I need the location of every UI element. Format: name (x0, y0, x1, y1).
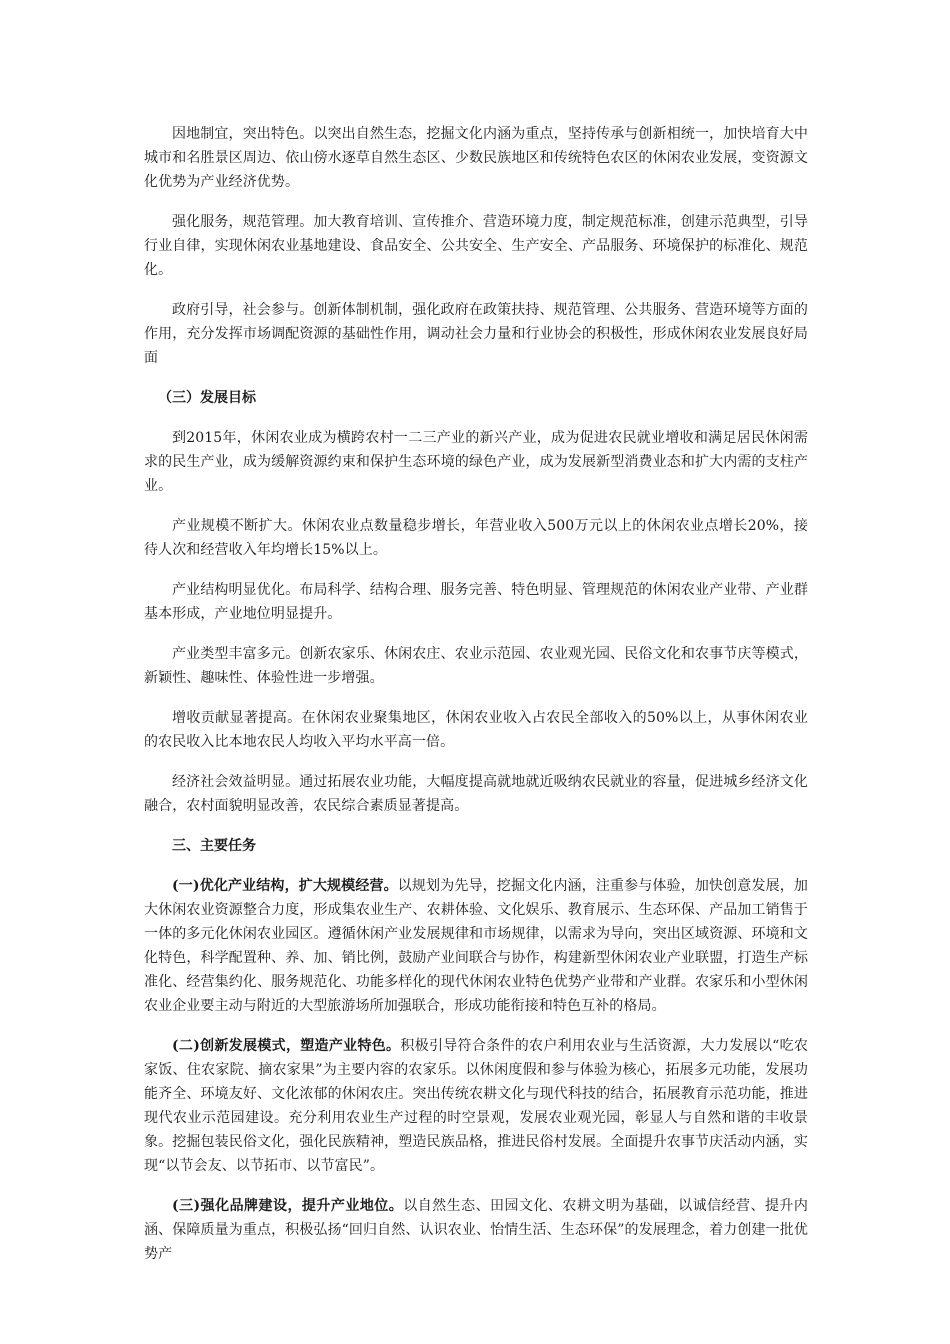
task-lead-2: (二)创新发展模式，塑造产业特色。 (172, 1038, 401, 1054)
task-body-1: 以规划为先导，挖掘文化内涵，注重参与体验，加快创意发展，加大休闲农业资源整合力度，形成集农业生产、农耕体验、文化娱乐、教育展示、生态环保、产品加工销售于一体的多元化休闲农业园区。遵循休闲产业发展规律和市场规律，以需求为导向，突出区域资源、环境和文化特色，科学配置种、养、加、销比例，鼓励产业间联合与协作，构建新型休闲农业产业联盟，打造生产标准化、经营集约化、服务规范化、功能多样化的现代休闲农业特色优势产业带和产业群。农家乐和小型休闲农业企业要主动与附近的大型旅游场所加强联合，形成功能衔接和特色互补的格局。 (144, 878, 808, 1014)
goal-paragraph-1: 到2015年，休闲农业成为横跨农村一二三产业的新兴产业，成为促进农民就业增收和满足居民休闲需求的民生产业，成为缓解资源约束和保护生态环境的绿色产业，成为发展新型消费业态和扩大内需的支柱产业。 (144, 430, 808, 494)
goal-paragraph-5: 增收贡献显著提高。在休闲农业聚集地区，休闲农业收入占农民全部收入的50%以上，从事休闲农业的农民收入比本地农民人均收入平均水平高一倍。 (144, 710, 808, 750)
task-body-3: 以自然生态、田园文化、农耕文明为基础，以诚信经营、提升内涵、保障质量为重点，积极弘扬“回归自然、认识农业、怡情生活、生态环保”的发展理念，着力创建一批优势产 (144, 1198, 808, 1262)
task-body-2: 积极引导符合条件的农户利用农业与生活资源，大力发展以“吃农家饭、住农家院、摘农家果”为主要内容的农家乐。以休闲度假和参与体验为核心，拓展多元功能，发展功能齐全、环境友好、文化浓郁的休闲农庄。突出传统农耕文化与现代科技的结合，拓展教育示范功能，推进现代农业示范园建设。充分利用农业生产过程的时空景观，发展农业观光园，彰显人与自然和谐的丰收景象。挖掘包装民俗文化，强化民族精神，塑造民族品格，推进民俗村发展。全面提升农事节庆活动内涵，实现“以节会友、以节拓市、以节富民”。 (144, 1038, 808, 1174)
section-heading-tasks: 三、主要任务 (172, 838, 256, 854)
task-paragraph-1 (144, 874, 808, 1018)
document-page (144, 122, 808, 1282)
task-lead-3: (三)强化品牌建设，提升产业地位。 (172, 1198, 404, 1214)
goal-paragraph-4: 产业类型丰富多元。创新农家乐、休闲农庄、农业示范园、农业观光园、民俗文化和农事节庆等模式，新颖性、趣味性、体验性进一步增强。 (144, 646, 808, 686)
goal-paragraph-3: 产业结构明显优化。布局科学、结构合理、服务完善、特色明显、管理规范的休闲农业产业带、产业群基本形成，产业地位明显提升。 (144, 582, 808, 622)
principle-paragraph-2: 强化服务，规范管理。加大教育培训、宣传推介、营造环境力度，制定规范标准，创建示范典型，引导行业自律，实现休闲农业基地建设、食品安全、公共安全、生产安全、产品服务、环境保护的标准化、规范化。 (144, 214, 808, 278)
task-lead-1: (一)优化产业结构，扩大规模经营。 (172, 878, 398, 894)
task-paragraph-3 (144, 1194, 808, 1266)
section-heading-goals: （三）发展目标 (158, 390, 256, 406)
task-paragraph-2 (144, 1034, 808, 1178)
principle-paragraph-1: 因地制宜，突出特色。以突出自然生态，挖掘文化内涵为重点，坚持传承与创新相统一，加快培育大中城市和名胜景区周边、依山傍水逐草自然生态区、少数民族地区和传统特色农区的休闲农业发展，变资源文化优势为产业经济优势。 (144, 126, 808, 190)
principle-paragraph-3: 政府引导，社会参与。创新体制机制，强化政府在政策扶持、规范管理、公共服务、营造环境等方面的作用，充分发挥市场调配资源的基础性作用，调动社会力量和行业协会的积极性，形成休闲农业发展良好局面 (144, 302, 808, 366)
goal-paragraph-6: 经济社会效益明显。通过拓展农业功能，大幅度提高就地就近吸纳农民就业的容量，促进城乡经济文化融合，农村面貌明显改善，农民综合素质显著提高。 (144, 774, 808, 814)
goal-paragraph-2: 产业规模不断扩大。休闲农业点数量稳步增长，年营业收入500万元以上的休闲农业点增长20%，接待人次和经营收入年均增长15%以上。 (144, 518, 808, 558)
